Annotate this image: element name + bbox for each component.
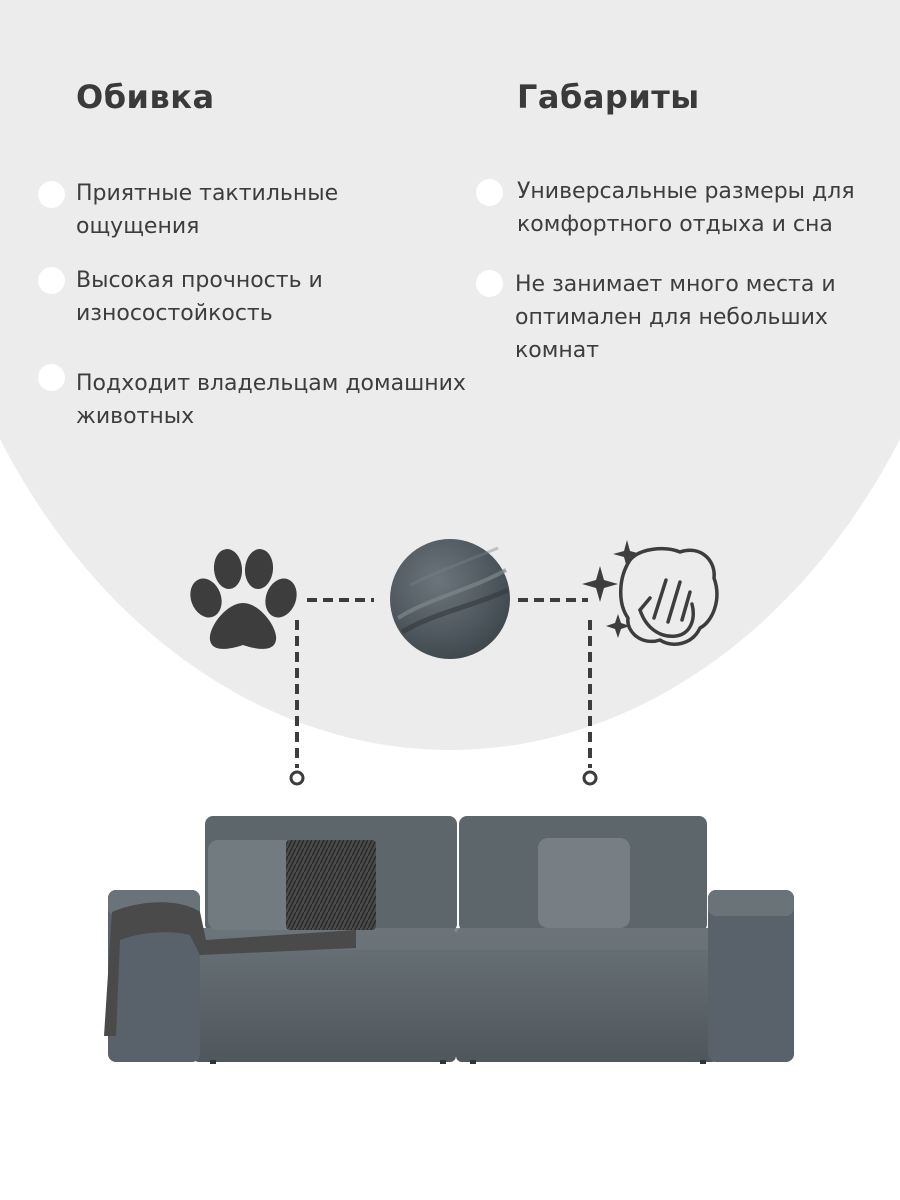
feature-text: Высокая прочность и износостойкость (76, 268, 323, 326)
feature-text: Подходит владельцам домашних животных (76, 371, 466, 429)
hand-wipe-icon (582, 540, 717, 644)
dimensions-heading: Габариты (517, 78, 700, 116)
upholstery-heading: Обивка (76, 78, 215, 116)
feature-text: Приятные тактильные ощущения (76, 181, 339, 239)
sofa-illustration (104, 816, 794, 1064)
feature-text: Не занимает много места и оптимален для небольших комнат (515, 272, 836, 363)
paw-icon (185, 548, 302, 649)
feature-text: Универсальные размеры для комфортного отдыха и сна (517, 179, 855, 237)
fabric-swatch-icon (390, 539, 510, 659)
connector-endpoint (291, 772, 303, 784)
connector-endpoint (584, 772, 596, 784)
